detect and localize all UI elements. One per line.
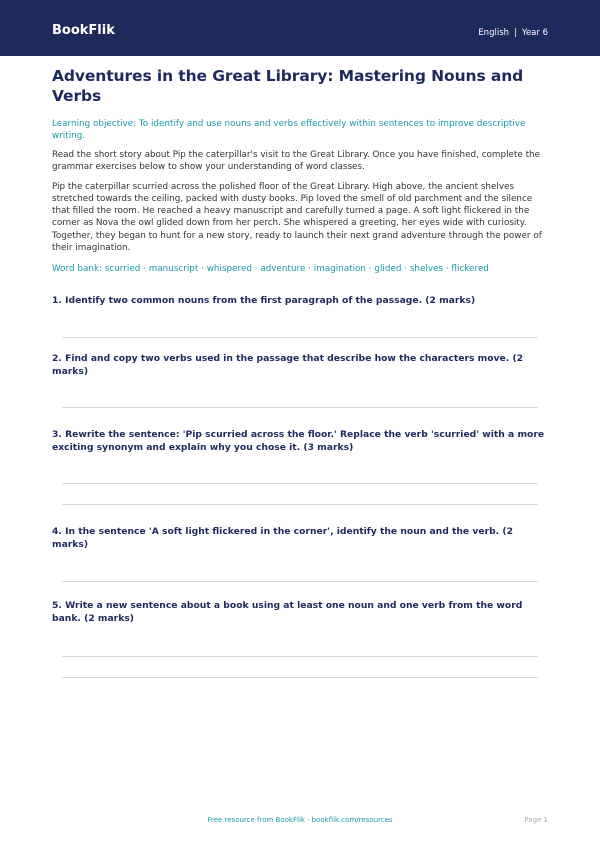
question-1 (52, 294, 548, 338)
learning-objective: Learning objective: To identify and use nouns and verbs effectively within sentences to improve descriptive writing. (52, 119, 526, 141)
worksheet-content (52, 66, 548, 678)
page-number: Page 1 (524, 816, 548, 824)
question-text: 2. Find and copy two verbs used in the passage that describe how the characters move. (2 marks) (52, 352, 524, 378)
question-5 (52, 599, 548, 678)
answer-line[interactable] (62, 552, 538, 582)
answer-line[interactable] (62, 484, 538, 505)
answer-line[interactable] (62, 626, 538, 657)
brand-logo[interactable]: BookFlik (52, 23, 115, 38)
subject-label: English (478, 28, 510, 38)
answer-line[interactable] (62, 657, 538, 678)
answer-line[interactable] (62, 379, 538, 408)
question-text: 4. In the sentence 'A soft light flickered in the corner', identify the noun and the verb. (2 marks) (52, 525, 513, 551)
question-3 (52, 428, 548, 505)
answer-line[interactable] (62, 308, 538, 338)
page-title: Adventures in the Great Library: Mastering Nouns and Verbs (52, 67, 524, 105)
footer-text[interactable]: Free resource from BookFlik · bookflik.com/resources (207, 816, 393, 824)
answer-line[interactable] (62, 455, 538, 484)
header-meta (478, 28, 548, 38)
question-text: 3. Rewrite the sentence: 'Pip scurried across the floor.' Replace the verb 'scurried' with a more exciting synonym and explain why you chose it. (3 marks) (52, 428, 545, 454)
question-text: 1. Identify two common nouns from the first paragraph of the passage. (2 marks) (52, 295, 476, 307)
question-2 (52, 352, 548, 408)
question-4 (52, 525, 548, 582)
separator: | (514, 28, 517, 38)
header-bar (0, 0, 600, 56)
question-text: 5. Write a new sentence about a book using at least one noun and one verb from the word bank. (2 marks) (52, 599, 523, 625)
footer (0, 816, 600, 828)
story-passage: Pip the caterpillar scurried across the polished floor of the Great Library. High above, the ancient shelves stretched towards the ceiling, packed with dusty books. Pip loved the smell of old parchment and the silence that filled the room. He reached a heavy manuscript and carefully turned a page. A soft light flickered in the corner as Nova the owl glided down from her perch. She whispered a greeting, her eyes wide with curiosity. Together, they began to hunt for a new story, ready to launch their next grand adventure through the power of their imagination. (52, 181, 542, 254)
word-bank: Word bank: scurried · manuscript · whispered · adventure · imagination · glided · shelves · flickered (52, 264, 489, 275)
year-label: Year 6 (521, 28, 548, 38)
intro-paragraph: Read the short story about Pip the caterpillar's visit to the Great Library. Once you have finished, complete the grammar exercises below to show your understanding of word classes. (52, 150, 541, 173)
